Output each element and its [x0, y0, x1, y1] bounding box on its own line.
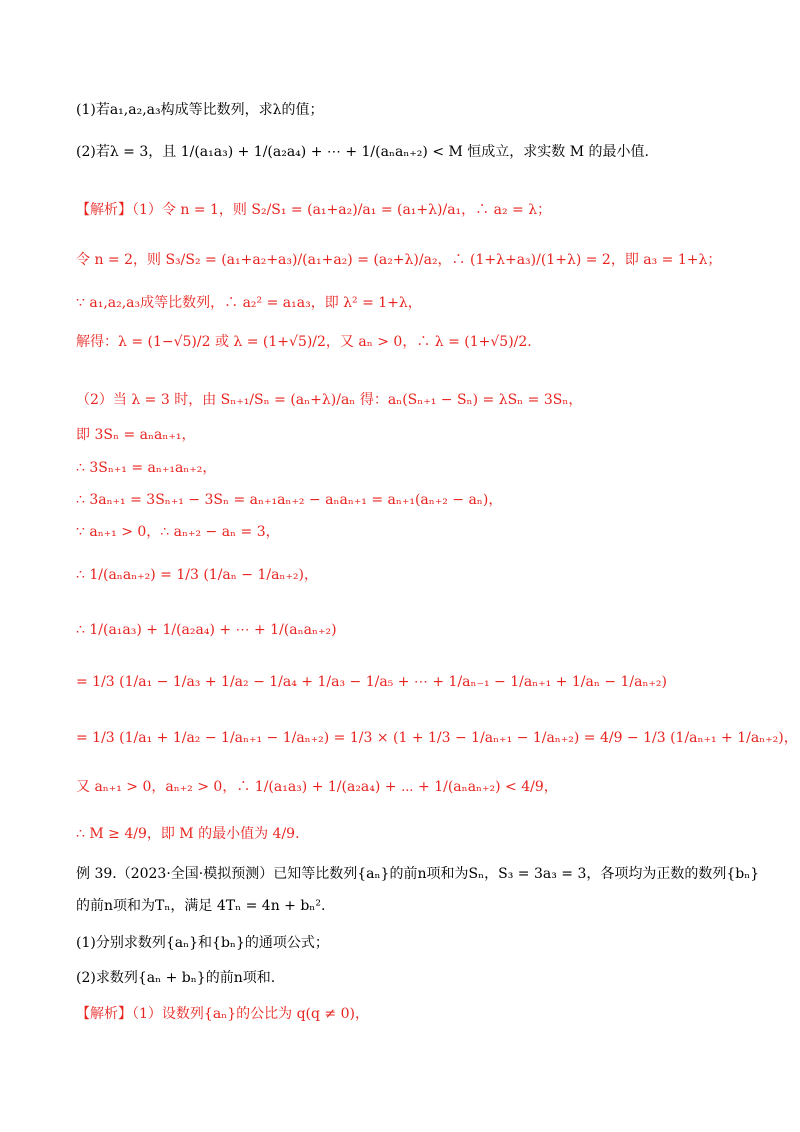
solution-step-9: ∵ aₙ₊₁ > 0，∴ aₙ₊₂ − aₙ = 3，: [76, 524, 280, 540]
example-39-q1: (1)分别求数列{aₙ}和{bₙ}的通项公式；: [76, 935, 329, 951]
solution-step-11: ∴ 1/(a₁a₃) + 1/(a₂a₄) + ⋯ + 1/(aₙaₙ₊₂): [76, 622, 337, 638]
solution-step-13: = 1/3 (1/a₁ + 1/a₂ − 1/aₙ₊₁ − 1/aₙ₊₂) = 1/3 × (1 + 1/3 − 1/aₙ₊₁ − 1/aₙ₊₂) = 4/9 − 1/3 (1/aₙ₊₁ + 1/aₙ₊₂)，: [76, 730, 798, 746]
example-39-cont: 的前n项和为Tₙ，满足 4Tₙ = 4n + bₙ².: [76, 898, 326, 914]
example-39-q2: (2)求数列{aₙ + bₙ}的前n项和.: [76, 970, 276, 986]
solution-step-14: 又 aₙ₊₁ > 0，aₙ₊₂ > 0，∴ 1/(a₁a₃) + 1/(a₂a₄) + ⋯ + 1/(aₙaₙ₊₂) < 4/9，: [76, 779, 558, 795]
solution-step-4: 解得：λ = (1−√5)/2 或 λ = (1+√5)/2，又 aₙ > 0，∴ λ = (1+√5)/2.: [76, 334, 532, 350]
question-1: (1)若a₁,a₂,a₃构成等比数列，求λ的值；: [76, 102, 324, 118]
solution-step-2: 令 n = 2，则 S₃/S₂ = (a₁+a₂+a₃)/(a₁+a₂) = (a₂+λ)/a₂，∴ (1+λ+a₃)/(1+λ) = 2，即 a₃ = 1+λ；: [76, 252, 722, 268]
example-39-solution: 【解析】（1）设数列{aₙ}的公比为 q(q ≠ 0)，: [76, 1006, 369, 1022]
example-39: 例 39.（2023·全国·模拟预测）已知等比数列{aₙ}的前n项和为Sₙ，S₃ = 3a₃ = 3，各项均为正数的数列{bₙ}: [76, 866, 760, 882]
solution-step-12: = 1/3 (1/a₁ − 1/a₃ + 1/a₂ − 1/a₄ + 1/a₃ − 1/a₅ + ⋯ + 1/aₙ₋₁ − 1/aₙ₊₁ + 1/aₙ − 1/aₙ₊₂): [76, 674, 668, 690]
solution-step-7: ∴ 3Sₙ₊₁ = aₙ₊₁aₙ₊₂，: [76, 460, 217, 476]
question-2: (2)若λ = 3，且 1/(a₁a₃) + 1/(a₂a₄) + ⋯ + 1/(aₙaₙ₊₂) < M 恒成立，求实数 M 的最小值.: [76, 144, 649, 160]
solution-step-3: ∵ a₁,a₂,a₃成等比数列，∴ a₂² = a₁a₃，即 λ² = 1+λ，: [76, 295, 422, 311]
solution-step-10: ∴ 1/(aₙaₙ₊₂) = 1/3 (1/aₙ − 1/aₙ₊₂)，: [76, 567, 318, 583]
solution-step-15: ∴ M ≥ 4/9，即 M 的最小值为 4/9.: [76, 826, 300, 842]
solution-step-6: 即 3Sₙ = aₙaₙ₊₁，: [76, 427, 196, 443]
solution-step-1: 【解析】（1）令 n = 1，则 S₂/S₁ = (a₁+a₂)/a₁ = (a₁+λ)/a₁，∴ a₂ = λ；: [76, 202, 552, 218]
solution-step-5: （2）当 λ = 3 时，由 Sₙ₊₁/Sₙ = (aₙ+λ)/aₙ 得：aₙ(Sₙ₊₁ − Sₙ) = λSₙ = 3Sₙ，: [76, 392, 583, 408]
solution-step-8: ∴ 3aₙ₊₁ = 3Sₙ₊₁ − 3Sₙ = aₙ₊₁aₙ₊₂ − aₙaₙ₊₁ = aₙ₊₁(aₙ₊₂ − aₙ)，: [76, 492, 503, 508]
